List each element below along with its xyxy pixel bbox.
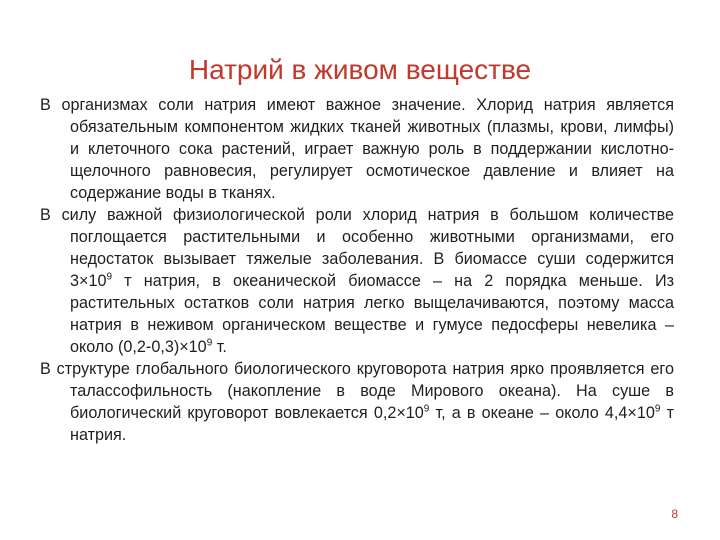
paragraph-text: В структуре глобального биологического круговорота натрия ярко проявляется его талассофильность (накопление в воде Мирового океана). На суше в биологический круговорот вовлекается 0,2×10 (40, 360, 674, 422)
paragraph-text: т, а в океане – около 4,4×10 (429, 404, 655, 422)
paragraph-text: В силу важной физиологической роли хлорид натрия в большом количестве поглощается растительными и особенно животными организмами, его недостаток вызывает тяжелые заболевания. В биомассе суши содержится 3×10 (40, 206, 674, 290)
paragraph-text: т натрия. (70, 404, 674, 444)
slide-title: Натрий в живом веществе (188, 53, 532, 85)
slide-body (40, 94, 674, 446)
exponent: 9 (423, 403, 430, 415)
paragraph-text: В организмах соли натрия имеют важное значение. Хлорид натрия является обязательным компонентом жидких тканей животных (плазмы, крови, лимфы) и клеточного сока растений, играет важную роль в поддержании кислотно-щелочного равновесия, регулирует осмотическое давление и влияет на содержание воды в тканях. (40, 96, 674, 202)
exponent: 9 (654, 403, 661, 415)
exponent: 9 (206, 337, 213, 349)
paragraph-physiological-role (40, 204, 674, 358)
exponent: 9 (106, 271, 113, 283)
paragraph-global-cycle (40, 358, 674, 446)
paragraph-text: т. (212, 338, 227, 356)
page-number: 8 (671, 507, 678, 521)
paragraph-text: т натрия, в океанической биомассе – на 2 порядка меньше. Из растительных остатков соли натрия легко выщелачиваются, поэтому масса натрия в неживом органическом веществе и гумусе педосферы невелика – около (0,2-0,3)×10 (70, 272, 674, 356)
paragraph-salts-role (40, 94, 674, 204)
